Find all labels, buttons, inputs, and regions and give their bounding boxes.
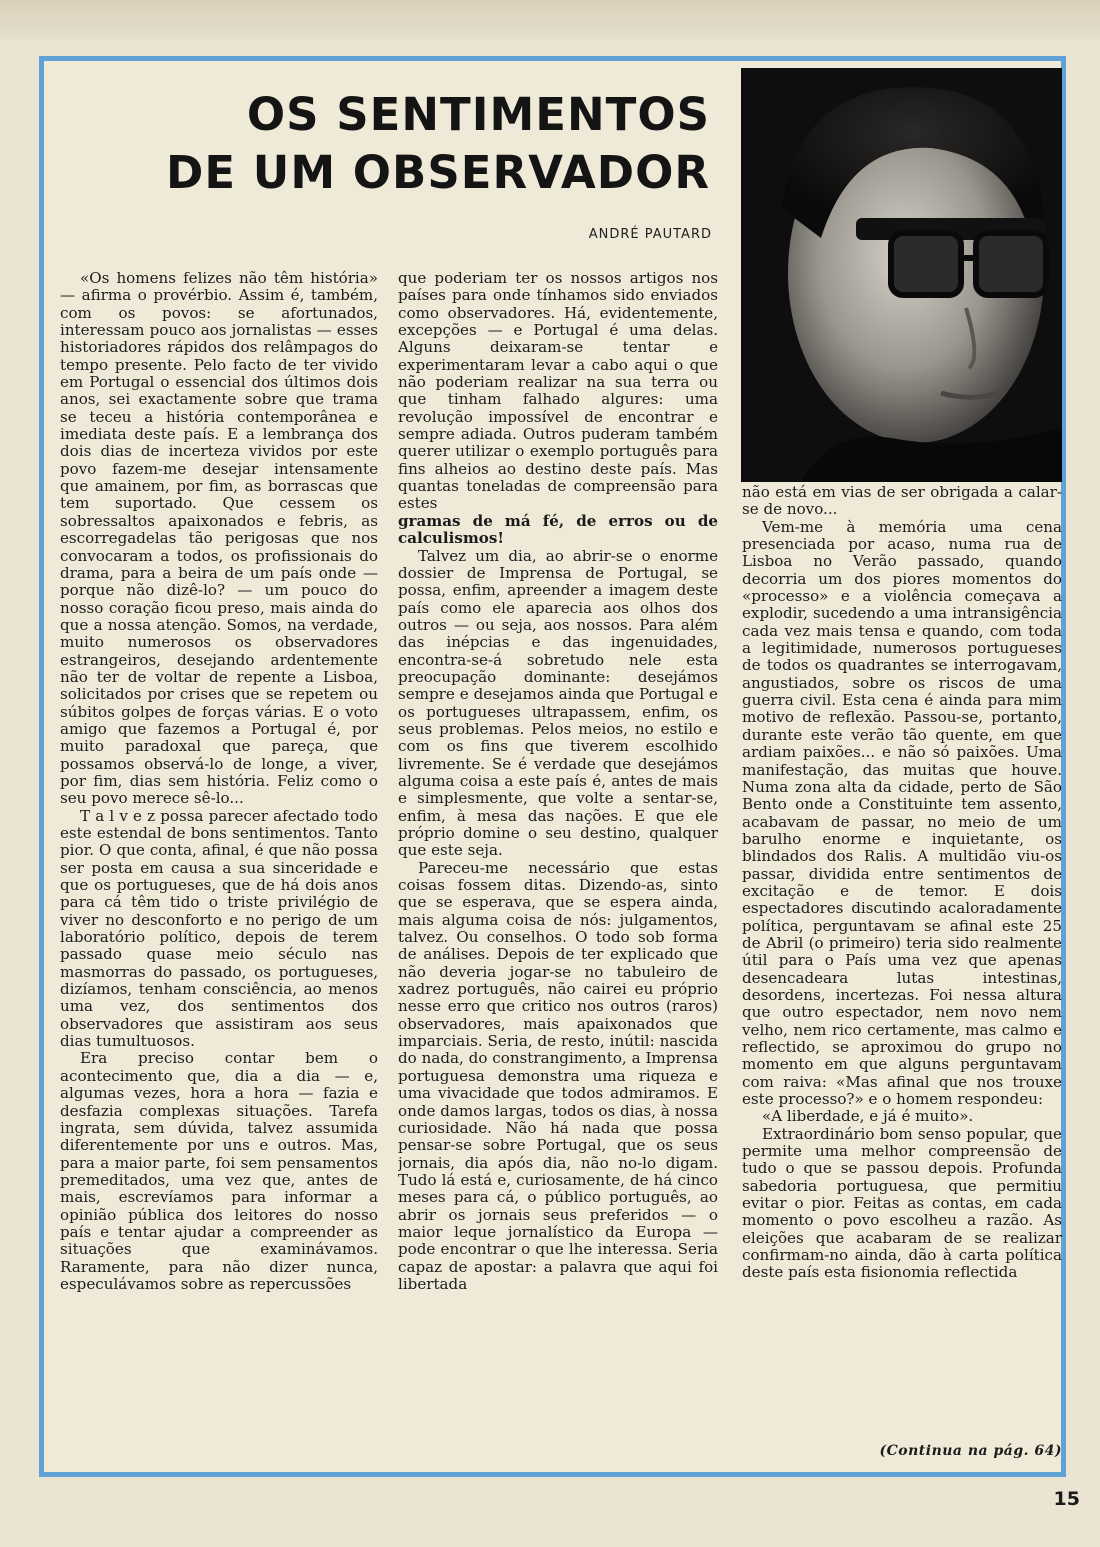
text-column-1 bbox=[60, 270, 378, 1470]
col3-paragraph-3: «A liberdade, e já é muito». bbox=[762, 1107, 974, 1126]
author-portrait-photo bbox=[741, 68, 1062, 482]
portrait-illustration bbox=[741, 68, 1062, 482]
col3-paragraph-2: Vem-me à memória uma cena presenciada por acaso, numa rua de Lisboa no Verão passado, quando decorria um dos piores momentos do «processo» e a violência começava a explodir, sucedendo a uma intransigência cada vez mais tensa e quando, com toda a legitimidade, numerosos portugueses de todos os quadrantes se interrogavam, angustiados, sobre os riscos de uma guerra civil. Esta cena é ainda para mim motivo de reflexão. Passou-se, portanto, durante este verão tão quente, em que ardiam paixões... e não só paixões. Uma manifestação, das muitas que houve. Numa zona alta da cidade, perto de São Bento onde a Constituinte tem assento, acabavam de passar, no meio de um barulho enorme e inquietante, os blindados dos Ralis. A multidão viu-os passar, dividida entre sentimentos de excitação e de temor. E dois espectadores discutindo acaloradamente política, perguntavam se afinal este 25 de Abril (o primeiro) teria sido realmente útil para o País uma vez que apenas desencadeara lutas intestinas, desordens, incertezas. Foi nessa altura que outro espectador, nem novo nem velho, nem rico certamente, mas calmo e reflectido, se aproximou do grupo no momento em que alguns perguntavam com raiva: «Mas afinal que nos trouxe este processo?» e o homem respondeu: bbox=[742, 517, 1062, 1109]
col1-paragraph-3: Era preciso contar bem o acontecimento que, dia a dia — e, algumas vezes, hora a hora — fazia e desfazia complexas situações. Tarefa ingrata, sem dúvida, talvez assumida diferentemente por uns e outros. Mas, para a maior parte, foi sem pensamentos premeditados, uma vez que, antes de mais, escrevíamos para informar a opinião pública dos leitores do nosso país e tentar ajudar a compreender as situações que examinávamos. Raramente, para não dizer nunca, especulávamos sobre as repercussões bbox=[60, 1049, 378, 1293]
col2-paragraph-4: Pareceu-me necessário que estas coisas fossem ditas. Dizendo-as, sinto que se esperava, que se espera ainda, mais alguma coisa de nós: julgamentos, talvez. Ou conselhos. O todo sob forma de análises. Depois de ter explicado que não deveria jogar-se no tabuleiro de xadrez português, não cairei eu próprio nesse erro que critico nos outros (raros) observadores, mais apaixonados que imparciais. Seria, de resto, inútil: nascida do nada, do constrangimento, a Imprensa portuguesa demonstra uma riqueza e uma vivacidade que todos admiramos. E onde damos largas, todos os dias, à nossa curiosidade. Não há nada que possa pensar-se sobre Portugal, que os seus jornais, dia após dia, não no-lo digam. Tudo lá está e, curiosamente, de há cinco meses para cá, o público português, ao abrir os jornais seus preferidos — o maior leque jornalístico da Europa — pode encontrar o que lhe interessa. Seria capaz de apostar: a palavra que aqui foi libertada bbox=[398, 858, 718, 1293]
col1-paragraph-1: «Os homens felizes não têm história» — afirma o provérbio. Assim é, também, com os povos: se afortunados, interessam pouco aos jornalistas — esses historiadores rápidos dos relâmpagos do tempo presente. Pelo facto de ter vivido em Portugal o essencial dos últimos dois anos, sei exactamente sobre que trama se teceu a história contemporânea e imediata deste país. E a lembrança dos dois dias de incerteza vividos por este povo fazem-me desejar intensamente que amainem, por fim, as borrascas que tem suportado. Que cessem os sobressaltos apaixonados e febris, as escorregadelas tão perigosas que nos convocaram a todos, os profissionais do drama, para a beira de um país onde — porque não dizê-lo? — um pouco do nosso coração ficou preso, mais ainda do que a nossa atenção. Somos, na verdade, muito numerosos os observadores estrangeiros, desejando ardentemente não ter de voltar de repente a Lisboa, solicitados por crises que se repetem ou súbitos golpes de forças várias. E o voto amigo que fazemos a Portugal é, por muito paradoxal que pareça, que possamos observá-lo de longe, a viver, por fim, dias sem história. Feliz como o seu povo merece sê-lo... bbox=[60, 270, 378, 808]
article-title bbox=[70, 86, 710, 202]
text-column-3 bbox=[742, 484, 1062, 1470]
page-number: 15 bbox=[1053, 1488, 1080, 1510]
col1-paragraph-2: T a l v e z possa parecer afectado todo este estendal de bons sentimentos. Tanto pior. O que conta, afinal, é que não possa ser posta em causa a sua sinceridade e que os portugueses, que de há dois anos para cá têm tido o triste privilégio de viver no desconforto e no perigo de um laboratório político, depois de terem passado quase meio século nas masmorras do passado, os portugueses, dizíamos, tenham consciência, ao menos uma vez, dos sentimentos dos observadores que assistiram aos seus dias tumultuosos. bbox=[60, 806, 378, 1051]
page-top-edge bbox=[0, 0, 1100, 40]
col2-paragraph-2: gramas de má fé, de erros ou de calculismos! bbox=[398, 511, 718, 548]
author-byline: ANDRÉ PAUTARD bbox=[588, 227, 712, 242]
col2-paragraph-1: que poderiam ter os nossos artigos nos países para onde tínhamos sido enviados como observadores. Há, evidentemente, excepções — e Portugal é uma delas. Alguns deixaram-se tentar e experimentaram levar a cabo aqui o que não poderiam realizar na sua terra ou que tinham falhado algures: uma revolução impossível de encontrar e sempre adiada. Outros puderam também querer utilizar o exemplo português para fins alheios ao destino deste país. Mas quantas toneladas de compreensão para estes bbox=[398, 270, 718, 513]
col3-paragraph-1: não está em vias de ser obrigada a calar-se de novo... bbox=[742, 484, 1062, 519]
title-line-2: DE UM OBSERVADOR bbox=[166, 146, 710, 199]
col2-paragraph-3: Talvez um dia, ao abrir-se o enorme dossier de Imprensa de Portugal, se possa, enfim, apreender a imagem deste país como ele aparecia aos olhos dos outros — ou seja, aos nossos. Para além das inépcias e das ingenuidades, encontra-se-á sobretudo nele esta preocupação dominante: desejámos sempre e desejamos ainda que Portugal e os portugueses ultrapassem, enfim, os seus problemas. Pelos meios, no estilo e com os fins que tiverem escolhido livremente. Se é verdade que desejámos alguma coisa a este país é, antes de mais e simplesmente, que volte a sentar-se, enfim, à mesa das nações. E que ele próprio domine o seu destino, qualquer que este seja. bbox=[398, 546, 718, 860]
col3-paragraph-4: Extraordinário bom senso popular, que permite uma melhor compreensão de tudo o que se passou depois. Profunda sabedoria portuguesa, que permitiu evitar o pior. Feitas as contas, em cada momento o povo escolheu a razão. As eleições que acabaram de se realizar confirmam-no ainda, dão à carta política deste país esta fisionomia reflectida bbox=[742, 1124, 1062, 1282]
continuation-note: (Continua na pág. 64) bbox=[879, 1443, 1062, 1459]
text-column-2 bbox=[398, 270, 718, 1470]
title-line-1: OS SENTIMENTOS bbox=[246, 88, 710, 141]
